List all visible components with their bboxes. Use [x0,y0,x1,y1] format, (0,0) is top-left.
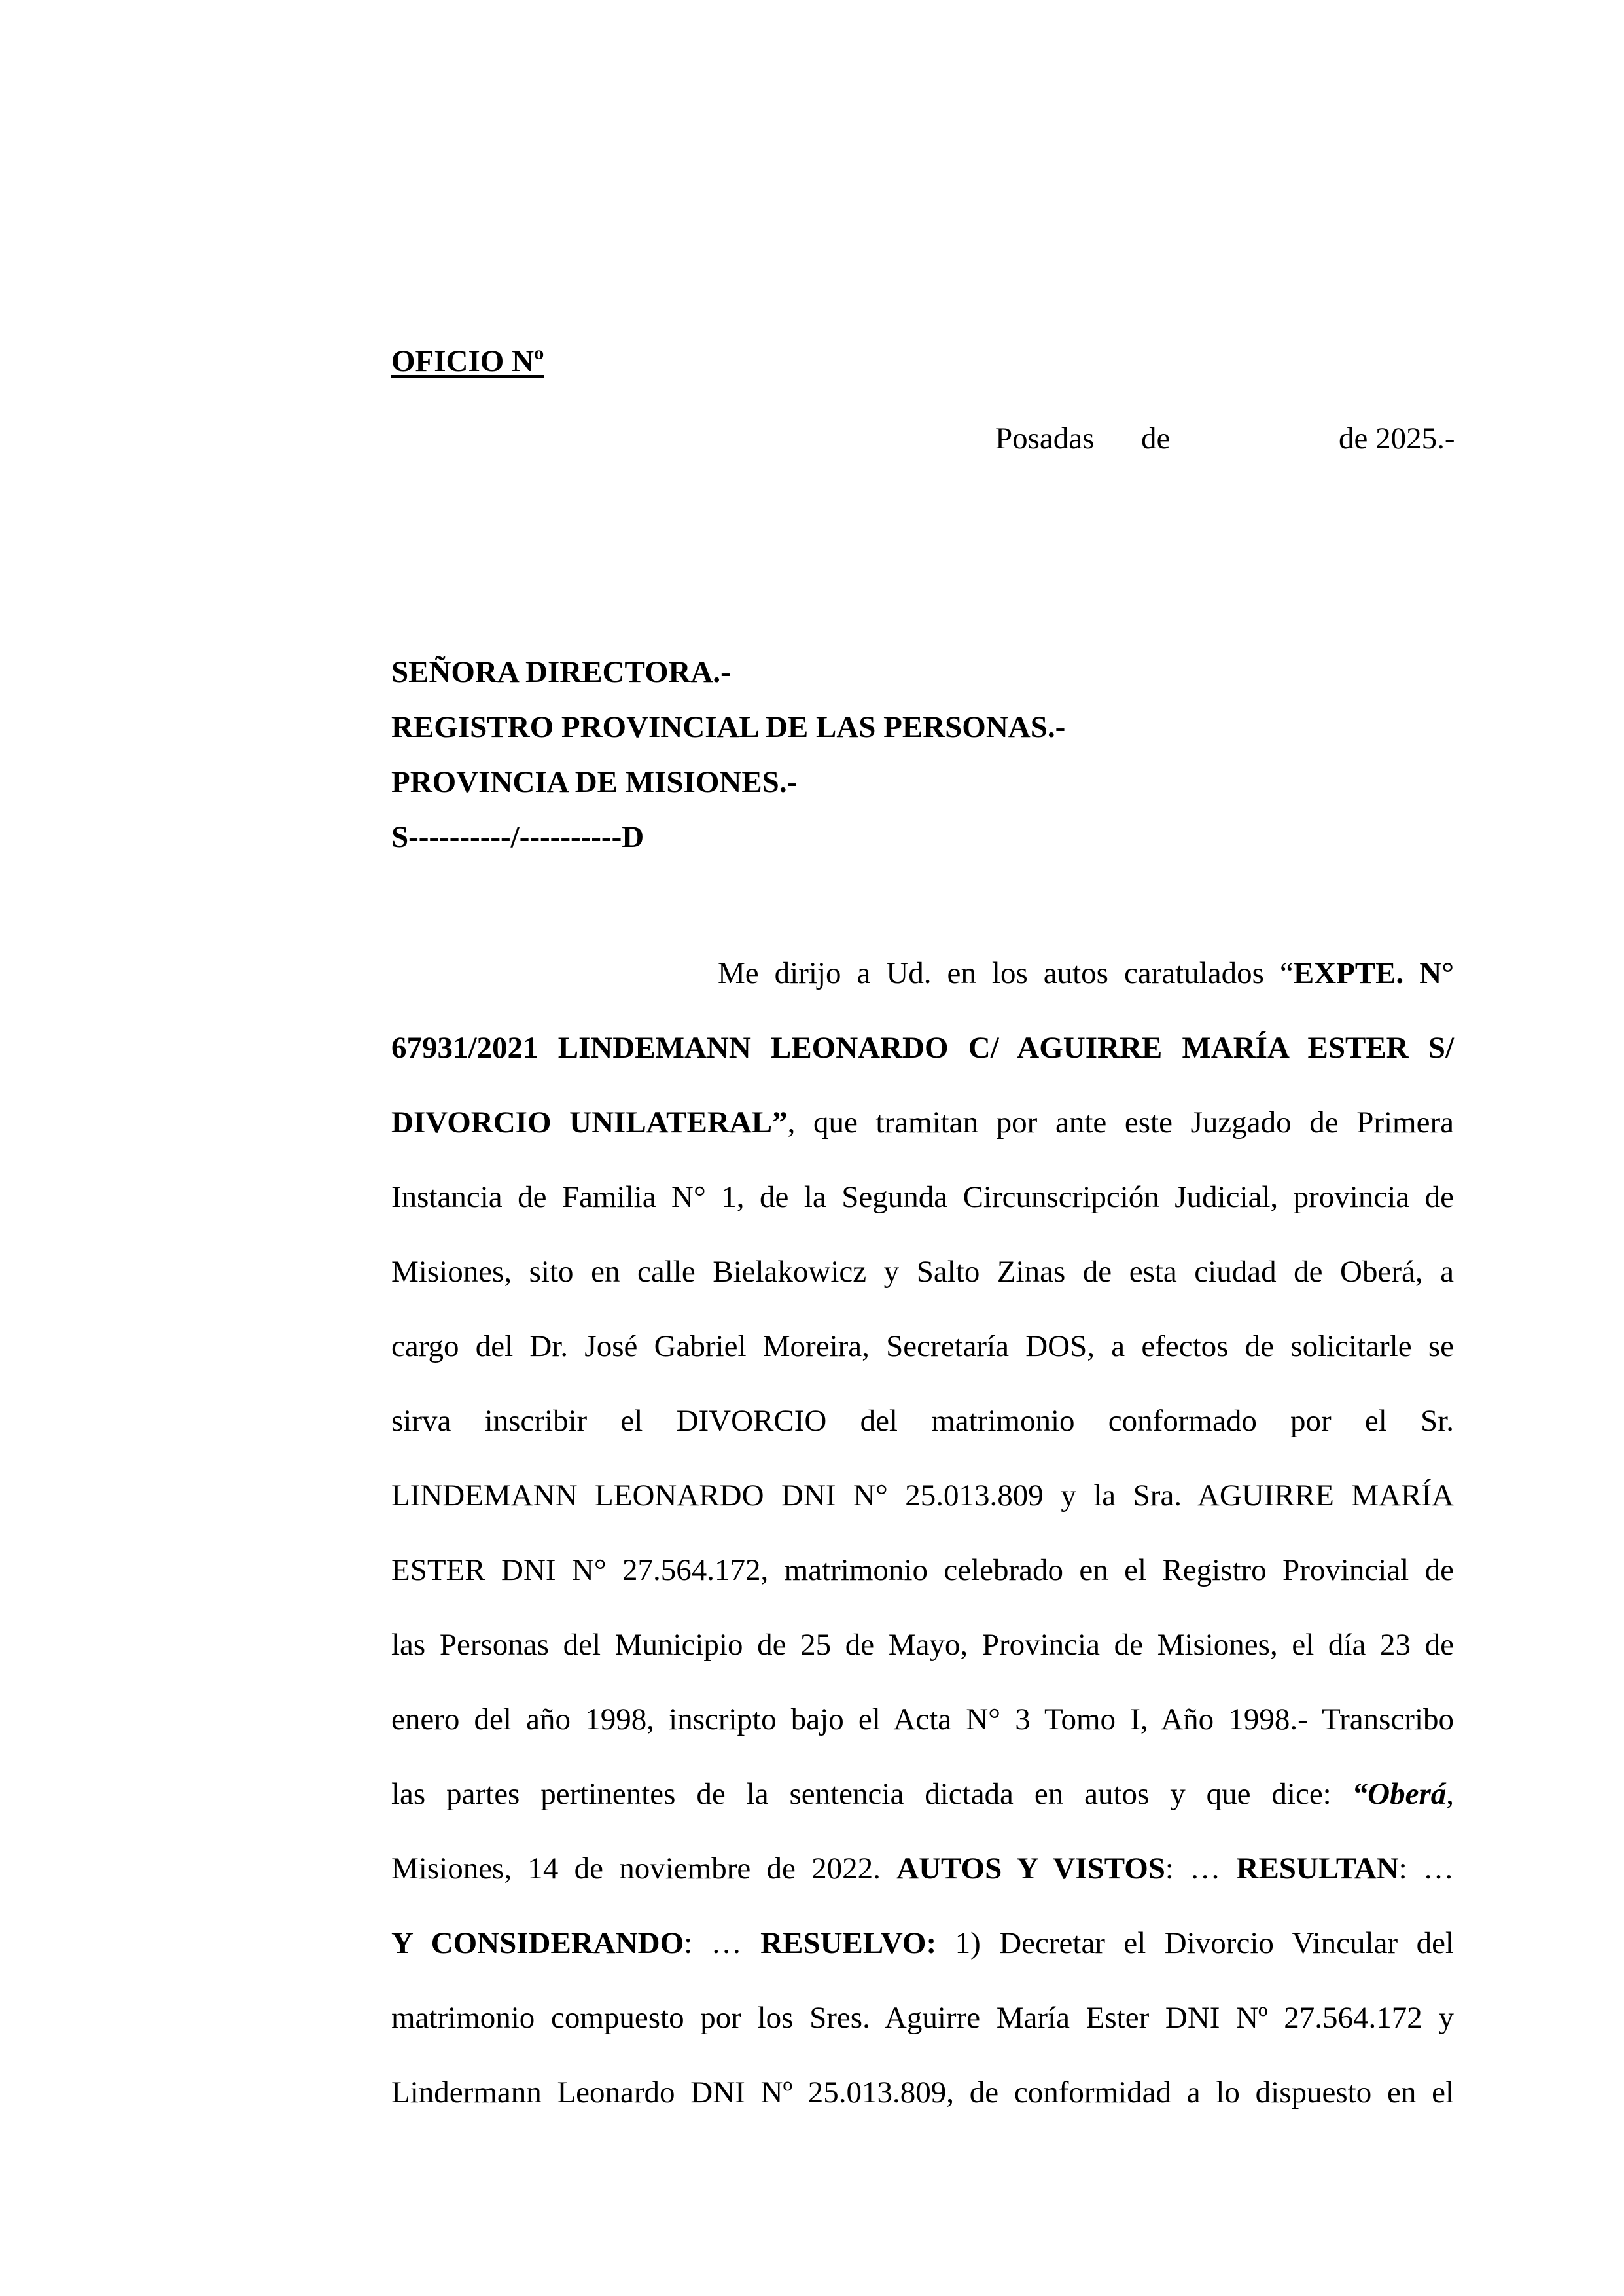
body-line: enero del año 1998, inscripto bajo el Acta N° 3 Tomo I, Año 1998.- Transcribo [391,1702,1454,1736]
addressee-line: PROVINCIA DE MISIONES.- [391,765,798,799]
body-line: matrimonio compuesto por los Sres. Aguirre María Ester DNI Nº 27.564.172 y [391,2001,1454,2035]
date-year: de 2025.- [1339,422,1455,456]
body-line: sirva inscribir el DIVORCIO del matrimonio conformado por el Sr. [391,1404,1454,1438]
addressee-line: SEÑORA DIRECTORA.- [391,655,731,689]
addressee-line: S----------/----------D [391,820,644,854]
body-line: 67931/2021 LINDEMANN LEONARDO C/ AGUIRRE MARÍA ESTER S/ [391,1031,1454,1065]
body-line: LINDEMANN LEONARDO DNI N° 25.013.809 y la Sra. AGUIRRE MARÍA [391,1479,1454,1513]
body-line: Misiones, 14 de noviembre de 2022. AUTOS Y VISTOS: … RESULTAN: … [391,1852,1454,1886]
date-day-connector: de [1141,422,1171,456]
body-line: Y CONSIDERANDO: … RESUELVO: 1) Decretar el Divorcio Vincular del [391,1926,1454,1960]
body-line: ESTER DNI N° 27.564.172, matrimonio celebrado en el Registro Provincial de [391,1553,1454,1587]
body-line: Instancia de Familia N° 1, de la Segunda Circunscripción Judicial, provincia de [391,1180,1454,1214]
body-line: las Personas del Municipio de 25 de Mayo, Provincia de Misiones, el día 23 de [391,1628,1454,1662]
body-line: las partes pertinentes de la sentencia dictada en autos y que dice: “Oberá, [391,1777,1454,1811]
body-line: Me dirijo a Ud. en los autos caratulados “EXPTE. N° [718,956,1454,990]
addressee-block [391,645,1065,865]
body-line: cargo del Dr. José Gabriel Moreira, Secretaría DOS, a efectos de solicitarle se [391,1329,1454,1363]
body-line: DIVORCIO UNILATERAL”, que tramitan por ante este Juzgado de Primera [391,1105,1454,1139]
addressee-line: REGISTRO PROVINCIAL DE LAS PERSONAS.- [391,710,1066,744]
body-line: Lindermann Leonardo DNI Nº 25.013.809, de conformidad a lo dispuesto en el [391,2075,1454,2109]
document-heading: OFICIO Nº [391,344,544,378]
body-line: Misiones, sito en calle Bielakowicz y Salto Zinas de esta ciudad de Oberá, a [391,1255,1454,1289]
date-place: Posadas [995,422,1095,456]
